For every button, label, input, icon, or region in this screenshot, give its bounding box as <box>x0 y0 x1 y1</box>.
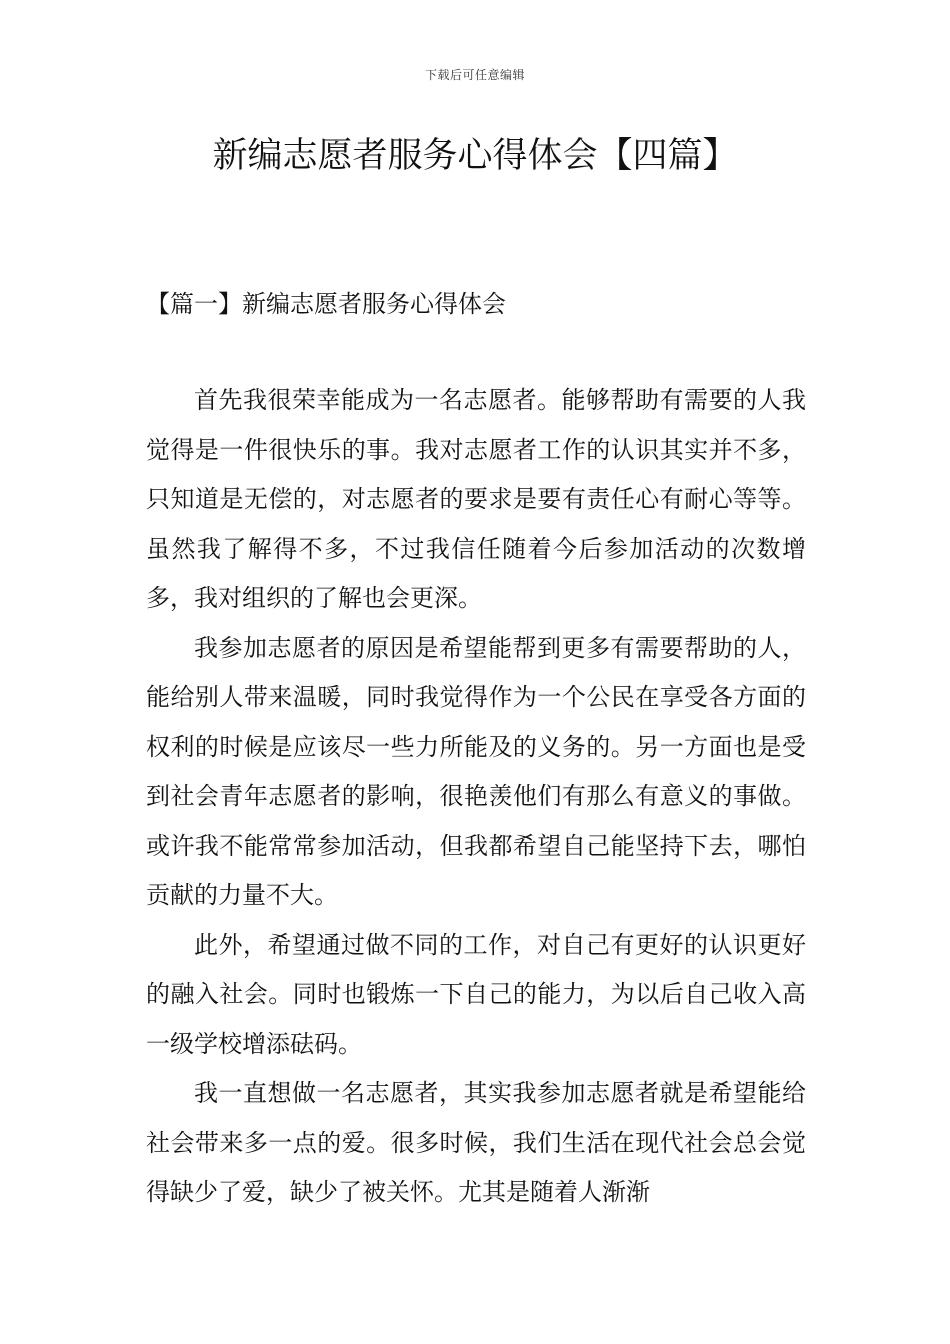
header-note: 下载后可任意编辑 <box>424 68 525 82</box>
paragraph: 我参加志愿者的原因是希望能帮到更多有需要帮助的人，能给别人带来温暖，同时我觉得作为一个公民在享受各方面的权利的时候是应该尽一些力所能及的义务的。另一方面也是受到社会青年志愿者的影响，很艳羡他们有那么有意义的事做。或许我不能常常参加活动，但我都希望自己能坚持下去，哪怕贡献的力量不大。 <box>146 633 806 909</box>
paragraph: 此外，希望通过做不同的工作，对自己有更好的认识更好的融入社会。同时也锻炼一下自己的能力，为以后自己收入高一级学校增添砝码。 <box>146 930 806 1058</box>
body-text <box>146 376 806 1218</box>
paragraph: 我一直想做一名志愿者，其实我参加志愿者就是希望能给社会带来多一点的爱。很多时候，我们生活在现代社会总会觉得缺少了爱，缺少了被关怀。尤其是随着人渐渐 <box>146 1079 806 1206</box>
document-title: 新编志愿者服务心得体会【四篇】 <box>212 136 738 176</box>
paragraph: 首先我很荣幸能成为一名志愿者。能够帮助有需要的人我觉得是一件很快乐的事。我对志愿者工作的认识其实并不多，只知道是无偿的，对志愿者的要求是要有责任心有耐心等等。虽然我了解得不多，不过我信任随着今后参加活动的次数增多，我对组织的了解也会更深。 <box>146 386 806 612</box>
section-heading: 【篇一】新编志愿者服务心得体会 <box>146 290 506 318</box>
